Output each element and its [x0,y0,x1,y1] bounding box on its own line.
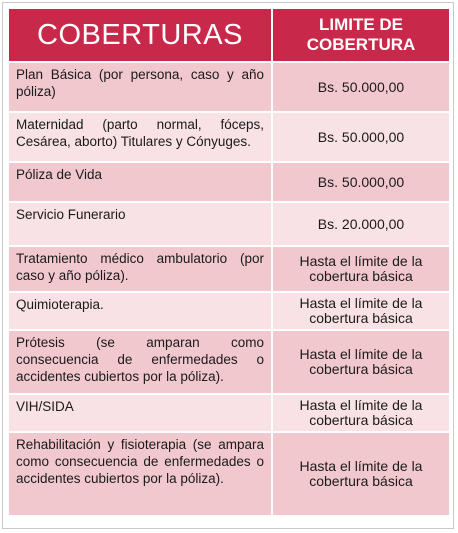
table-row [9,293,449,329]
table-header-row [9,9,449,61]
coverage-table [7,7,451,517]
table-row [9,433,449,515]
coverage-name: Plan Básica (por persona, caso y año póliza) [9,63,271,111]
header-limit-line-1: LIMITE DE [318,15,404,34]
coverage-name: Rehabilitación y fisioterapia (se ampara como consecuencia de enfermedades o accidentes cubiertos por la póliza). [9,433,271,515]
header-coberturas: COBERTURAS [9,9,271,61]
table-row [9,395,449,431]
coverage-name: VIH/SIDA [9,395,271,431]
document-frame [2,2,454,529]
coverage-name: Maternidad (parto normal, fóceps, Cesárea, aborto) Titulares y Cónyuges. [9,113,271,161]
coverage-name: Prótesis (se amparan como consecuencia de enfermedades o accidentes cubiertos por la póliza). [9,331,271,393]
coverage-limit: Bs. 20.000,00 [273,203,449,245]
table-row [9,63,449,111]
coverage-limit: Hasta el límite de la cobertura básica [273,331,449,393]
table-row [9,247,449,291]
coverage-limit: Hasta el límite de la cobertura básica [273,395,449,431]
coverage-name: Póliza de Vida [9,163,271,201]
coverage-name: Quimioterapia. [9,293,271,329]
coverage-limit: Bs. 50.000,00 [273,63,449,111]
coverage-limit: Bs. 50.000,00 [273,163,449,201]
coverage-limit: Hasta el límite de la cobertura básica [273,293,449,329]
table-row [9,113,449,161]
header-limit-line-2: COBERTURA [306,35,416,54]
coverage-name: Servicio Funerario [9,203,271,245]
header-limite-de-cobertura [273,9,449,61]
table-row [9,163,449,201]
coverage-name: Tratamiento médico ambulatorio (por caso y año póliza). [9,247,271,291]
coverage-limit: Hasta el límite de la cobertura básica [273,247,449,291]
coverage-limit: Hasta el límite de la cobertura básica [273,433,449,515]
table-row [9,203,449,245]
coverage-limit: Bs. 50.000,00 [273,113,449,161]
table-row [9,331,449,393]
